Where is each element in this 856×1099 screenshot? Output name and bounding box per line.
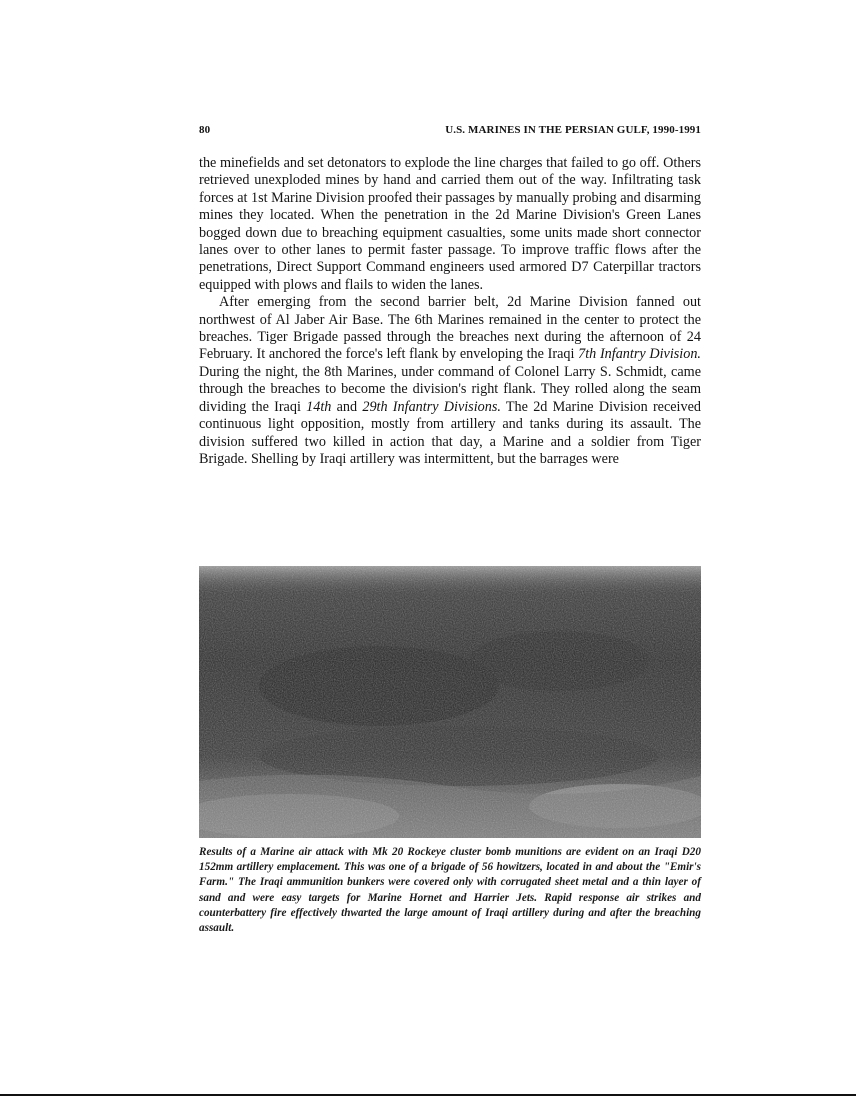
running-head (199, 124, 701, 140)
photo-figure (199, 566, 701, 838)
italic-run-5: 29th Infantry Divisions. (362, 398, 501, 415)
text-run-6: The 2d Marine Division received continuous light opposition, mostly from artillery and tanks during its assault. The division suffered two killed in action that day, a Marine and a soldier from Tiger Brigade. Shelling by Iraqi artillery was intermittent, but the barrages were (199, 398, 701, 467)
photo-caption: Results of a Marine air attack with Mk 20 Rockeye cluster bomb munitions are evident on an Iraqi D20 152mm artillery emplacement. This was one of a brigade of 56 howitzers, located in and about the "Emir's Farm." The Iraqi ammunition bunkers were covered only with corrugated sheet metal and a thin layer of sand and were easy targets for Marine Hornet and Harrier Jets. Rapid response air strikes and counterbattery fire effectively thwarted the large amount of Iraqi artillery during and after the breaching assault. (199, 846, 701, 935)
text-run-2: During the night, the 8th Marines, under command of Colonel Larry S. Schmidt, came through the breaches to become the division's right flank. They rolled along the seam dividing the Iraqi (199, 363, 701, 415)
italic-run-3: 14th (306, 398, 332, 415)
running-head-title: U.S. MARINES IN THE PERSIAN GULF, 1990-1991 (445, 124, 701, 136)
bottom-rule (0, 1094, 856, 1096)
page-number: 80 (199, 124, 211, 136)
paragraph-2 (199, 294, 701, 468)
text-run-0: After emerging from the second barrier belt, 2d Marine Division fanned out northwest of Al Jaber Air Base. The 6th Marines remained in the center to protect the breaches. Tiger Brigade passed through the breaches next during the afternoon of 24 February. It anchored the force's left flank by enveloping the Iraqi (199, 294, 701, 363)
text-run-0: the minefields and set detonators to explode the line charges that failed to go off. Others retrieved unexploded mines by hand and carried them out of the way. Infiltrating task forces at 1st Marine Division proofed their passages by manually probing and disarming mines they located. When the penetration in the 2d Marine Division's Green Lanes bogged down due to breaching equipment casualties, some units made short connector lanes over to other lanes to permit faster passage. To improve traffic flows after the penetrations, Direct Support Command engineers used armored D7 Caterpillar tractors equipped with plows and flails to widen the lanes. (199, 155, 701, 293)
body-text (199, 155, 701, 468)
italic-run-1: 7th Infantry Division. (578, 346, 701, 363)
paragraph-1 (199, 155, 701, 294)
photo-image (199, 566, 701, 838)
text-run-4: and (331, 398, 363, 415)
